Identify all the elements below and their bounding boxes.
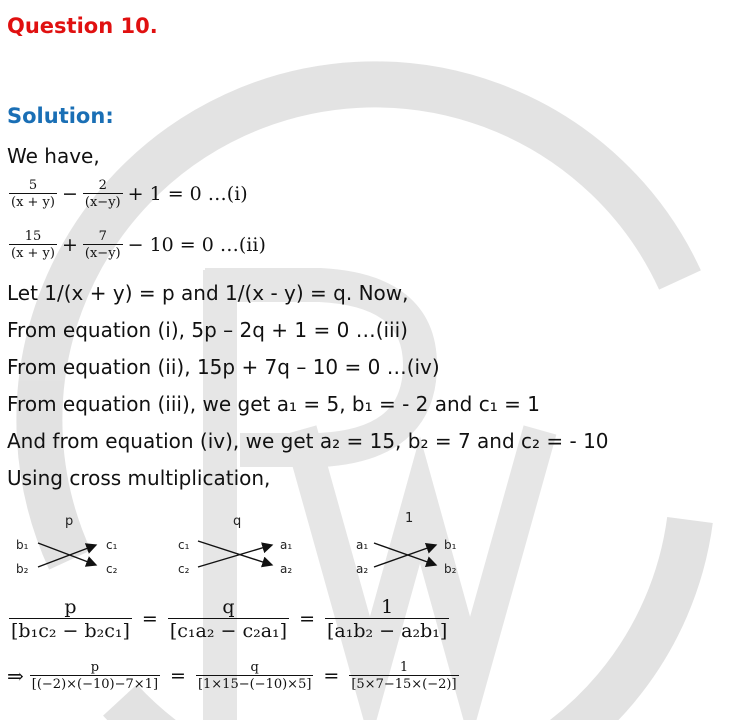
eq2-denominator-1: (x + y) bbox=[11, 246, 55, 261]
cross-q-top: q bbox=[233, 514, 242, 529]
cross-fraction-p-denominator: [b₁c₂ − b₂c₁] bbox=[11, 620, 130, 642]
eq2-numerator-1: 15 bbox=[24, 229, 42, 244]
cross-1-arrow-up bbox=[374, 545, 436, 567]
cross-p-right-1: c₁ bbox=[106, 538, 118, 552]
cross-p-top: p bbox=[65, 514, 74, 529]
cross-q-right-2: a₂ bbox=[280, 562, 293, 576]
eq2-fraction-1 bbox=[9, 229, 57, 261]
cross-1-arrow-down bbox=[374, 543, 436, 565]
cross-fraction-q bbox=[168, 596, 289, 642]
subst-fraction-q-denominator: [1×15−(−10)×5] bbox=[197, 677, 312, 692]
eq1-denominator-1: (x + y) bbox=[11, 195, 55, 210]
cross-1-left-2: a₂ bbox=[356, 562, 369, 576]
solution-title: Solution: bbox=[7, 104, 114, 128]
eq2-numerator-2: 7 bbox=[98, 229, 107, 244]
question-title: Question 10. bbox=[7, 14, 158, 38]
cross-p-arrow-up bbox=[38, 545, 96, 567]
cross-fraction-1-denominator: [a₁b₂ − a₂b₁] bbox=[326, 620, 448, 642]
subst-fraction-p-numerator: p bbox=[90, 660, 100, 675]
subst-equals-sign-2: = bbox=[323, 665, 340, 687]
subst-fraction-q-numerator: q bbox=[250, 660, 259, 675]
equation-1 bbox=[7, 178, 251, 210]
cross-p-left-2: b₂ bbox=[16, 562, 29, 576]
cross-fraction-1 bbox=[325, 596, 449, 642]
cross-p-arrow-down bbox=[38, 543, 96, 565]
cross-q-arrow-down bbox=[198, 541, 272, 565]
subst-equals-sign-1: = bbox=[170, 665, 186, 687]
equals-sign-1: = bbox=[141, 608, 158, 630]
cross-q-arrow-up bbox=[198, 545, 272, 567]
subst-fraction-p-denominator: [(−2)×(−10)−7×1] bbox=[31, 677, 159, 692]
cross-multiplication-diagram bbox=[0, 505, 754, 585]
cross-group-p bbox=[16, 514, 118, 576]
cross-1-top: 1 bbox=[405, 511, 414, 526]
text-line-2: From equation (i), 5p – 2q + 1 = 0 …(iii) bbox=[7, 318, 408, 342]
eq1-rest: + 1 = 0 …(i) bbox=[127, 183, 248, 205]
eq1-fraction-1 bbox=[9, 178, 57, 210]
eq2-operator: + bbox=[61, 234, 78, 256]
equation-2 bbox=[7, 229, 269, 261]
eq1-numerator-2: 2 bbox=[98, 178, 107, 193]
cross-1-right-2: b₂ bbox=[444, 562, 457, 576]
eq1-denominator-2: (x−y) bbox=[84, 195, 121, 210]
cross-p-right-2: c₂ bbox=[106, 562, 118, 576]
cross-q-left-1: c₁ bbox=[178, 538, 190, 552]
substituted-equation bbox=[7, 660, 461, 692]
cross-1-left-1: a₁ bbox=[356, 538, 369, 552]
cross-q-left-2: c₂ bbox=[178, 562, 190, 576]
equals-sign-2: = bbox=[299, 608, 315, 630]
eq2-fraction-2 bbox=[83, 229, 123, 261]
cross-p-left-1: b₁ bbox=[16, 538, 29, 552]
cross-fraction-q-denominator: [c₁a₂ − c₂a₁] bbox=[169, 620, 288, 642]
text-line-5: And from equation (iv), we get a₂ = 15, b₂ = 7 and c₂ = - 10 bbox=[7, 429, 609, 453]
subst-fraction-p bbox=[30, 660, 160, 692]
text-line-1: Let 1/(x + y) = p and 1/(x - y) = q. Now, bbox=[7, 281, 409, 305]
cross-result-equation bbox=[7, 596, 451, 642]
eq1-operator: − bbox=[61, 183, 78, 205]
subst-fraction-q bbox=[196, 660, 313, 692]
cross-q-right-1: a₁ bbox=[280, 538, 293, 552]
cross-1-right-1: b₁ bbox=[444, 538, 457, 552]
subst-fraction-1-numerator: 1 bbox=[399, 660, 409, 675]
eq1-fraction-2 bbox=[83, 178, 123, 210]
text-line-6: Using cross multiplication, bbox=[7, 466, 271, 490]
cross-fraction-q-numerator: q bbox=[222, 596, 235, 618]
cross-fraction-p-numerator: p bbox=[64, 596, 77, 618]
subst-fraction-1 bbox=[349, 660, 458, 692]
cross-fraction-1-numerator: 1 bbox=[381, 596, 394, 618]
text-line-4: From equation (iii), we get a₁ = 5, b₁ = - 2 and c₁ = 1 bbox=[7, 392, 540, 416]
cross-fraction-p bbox=[9, 596, 132, 642]
implies-arrow-icon: ⇒ bbox=[7, 664, 24, 688]
cross-group-1 bbox=[356, 511, 457, 576]
eq2-rest: − 10 = 0 …(ii) bbox=[127, 234, 266, 256]
eq1-numerator-1: 5 bbox=[28, 178, 38, 193]
cross-group-q bbox=[178, 514, 292, 576]
text-line-3: From equation (ii), 15p + 7q – 10 = 0 …(iv) bbox=[7, 355, 440, 379]
we-have-text: We have, bbox=[7, 144, 100, 168]
eq2-denominator-2: (x−y) bbox=[84, 246, 121, 261]
subst-fraction-1-denominator: [5×7−15×(−2)] bbox=[351, 677, 457, 692]
